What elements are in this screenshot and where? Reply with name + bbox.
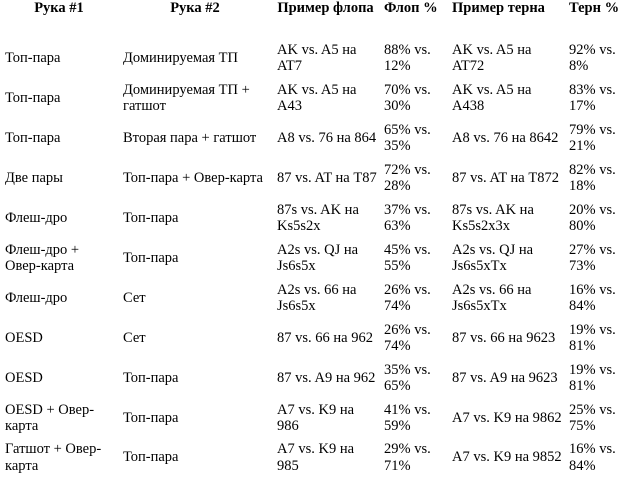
table-row <box>0 38 628 78</box>
header-turn-example: Пример терна <box>452 0 545 16</box>
cell-flop-percent: 70% vs. 30% <box>384 81 431 114</box>
cell-flop-percent: 41% vs. 59% <box>384 401 431 434</box>
header-flop-example: Пример флопа <box>277 0 374 16</box>
header-turn-percent: Терн % <box>569 0 620 16</box>
cell-hand1: Две пары <box>5 169 63 186</box>
cell-turn-example: A2s vs. QJ на Js6s5xTx <box>452 241 534 274</box>
header-row <box>0 0 628 38</box>
cell-hand2: Топ-пара <box>123 369 179 386</box>
cell-hand2: Сет <box>123 289 146 306</box>
cell-turn-percent: 82% vs. 18% <box>569 161 616 194</box>
table-row <box>0 118 628 158</box>
cell-turn-example: AK vs. A5 на A438 <box>452 81 532 114</box>
cell-flop-percent: 26% vs. 74% <box>384 281 431 314</box>
cell-flop-percent: 26% vs. 74% <box>384 321 431 354</box>
cell-flop-example: 87 vs. 66 на 962 <box>277 329 373 346</box>
cell-flop-example: A8 vs. 76 на 864 <box>277 129 377 146</box>
table-row <box>0 198 628 238</box>
cell-hand1: Флеш-дро <box>5 289 68 306</box>
cell-turn-percent: 92% vs. 8% <box>569 41 616 74</box>
cell-turn-example: 87s vs. AK на Ks5s2x3x <box>452 201 534 234</box>
cell-flop-example: 87s vs. AK на Ks5s2x <box>277 201 359 234</box>
cell-flop-example: AK vs. A5 на AT7 <box>277 41 357 74</box>
cell-flop-percent: 35% vs. 65% <box>384 361 431 394</box>
header-hand2: Рука #2 <box>170 0 220 16</box>
cell-hand2: Доминируемая ТП + гатшот <box>123 81 250 114</box>
cell-flop-percent: 29% vs. 71% <box>384 441 431 474</box>
cell-flop-example: A7 vs. K9 на 986 <box>277 401 355 434</box>
table-row <box>0 358 628 398</box>
cell-flop-example: AK vs. A5 на A43 <box>277 81 357 114</box>
cell-hand1: OESD + Овер-карта <box>5 401 95 434</box>
cell-hand2: Доминируемая ТП <box>123 49 239 66</box>
cell-flop-percent: 88% vs. 12% <box>384 41 431 74</box>
cell-turn-example: 87 vs. 66 на 9623 <box>452 329 556 346</box>
cell-flop-example: A7 vs. K9 на 985 <box>277 441 355 474</box>
cell-hand2: Топ-пара + Овер-карта <box>123 169 263 186</box>
cell-turn-percent: 25% vs. 75% <box>569 401 616 434</box>
cell-turn-percent: 79% vs. 21% <box>569 121 616 154</box>
cell-turn-percent: 20% vs. 80% <box>569 201 616 234</box>
cell-hand2: Топ-пара <box>123 449 179 466</box>
cell-turn-example: 87 vs. A9 на 9623 <box>452 369 558 386</box>
cell-hand1: Флеш-дро + Овер-карта <box>5 241 80 274</box>
table-row <box>0 318 628 358</box>
cell-turn-example: A7 vs. K9 на 9862 <box>452 409 562 426</box>
table-row <box>0 238 628 278</box>
cell-turn-example: A8 vs. 76 на 8642 <box>452 129 559 146</box>
table-row <box>0 158 628 198</box>
cell-hand2: Топ-пара <box>123 409 179 426</box>
cell-flop-example: A2s vs. QJ на Js6s5x <box>277 241 359 274</box>
cell-turn-example: 87 vs. AT на T872 <box>452 169 559 186</box>
cell-hand2: Вторая пара + гатшот <box>123 129 257 146</box>
cell-hand2: Топ-пара <box>123 249 179 266</box>
cell-turn-percent: 16% vs. 84% <box>569 281 616 314</box>
cell-hand1: Топ-пара <box>5 49 61 66</box>
cell-turn-example: A7 vs. K9 на 9852 <box>452 449 562 466</box>
cell-flop-example: 87 vs. A9 на 962 <box>277 369 376 386</box>
cell-hand1: Гатшот + Овер-карта <box>5 441 102 474</box>
cell-turn-percent: 83% vs. 17% <box>569 81 616 114</box>
cell-turn-percent: 19% vs. 81% <box>569 361 616 394</box>
cell-flop-percent: 65% vs. 35% <box>384 121 431 154</box>
header-flop-percent: Флоп % <box>384 0 438 16</box>
cell-flop-percent: 45% vs. 55% <box>384 241 431 274</box>
cell-turn-example: AK vs. A5 на AT72 <box>452 41 532 74</box>
table-row <box>0 78 628 118</box>
cell-turn-percent: 27% vs. 73% <box>569 241 616 274</box>
table-row <box>0 438 628 477</box>
cell-turn-example: A2s vs. 66 на Js6s5xTx <box>452 281 532 314</box>
cell-flop-percent: 72% vs. 28% <box>384 161 431 194</box>
cell-hand1: Флеш-дро <box>5 209 68 226</box>
cell-flop-example: A2s vs. 66 на Js6s5x <box>277 281 357 314</box>
table-row <box>0 278 628 318</box>
cell-hand1: OESD <box>5 369 43 386</box>
cell-flop-example: 87 vs. AT на T87 <box>277 169 377 186</box>
cell-hand2: Топ-пара <box>123 209 179 226</box>
cell-hand1: Топ-пара <box>5 89 61 106</box>
cell-hand1: OESD <box>5 329 43 346</box>
header-hand1: Рука #1 <box>34 0 84 16</box>
cell-turn-percent: 16% vs. 84% <box>569 441 616 474</box>
cell-hand1: Топ-пара <box>5 129 61 146</box>
cell-hand2: Сет <box>123 329 146 346</box>
cell-turn-percent: 19% vs. 81% <box>569 321 616 354</box>
cell-flop-percent: 37% vs. 63% <box>384 201 431 234</box>
table-row <box>0 398 628 438</box>
